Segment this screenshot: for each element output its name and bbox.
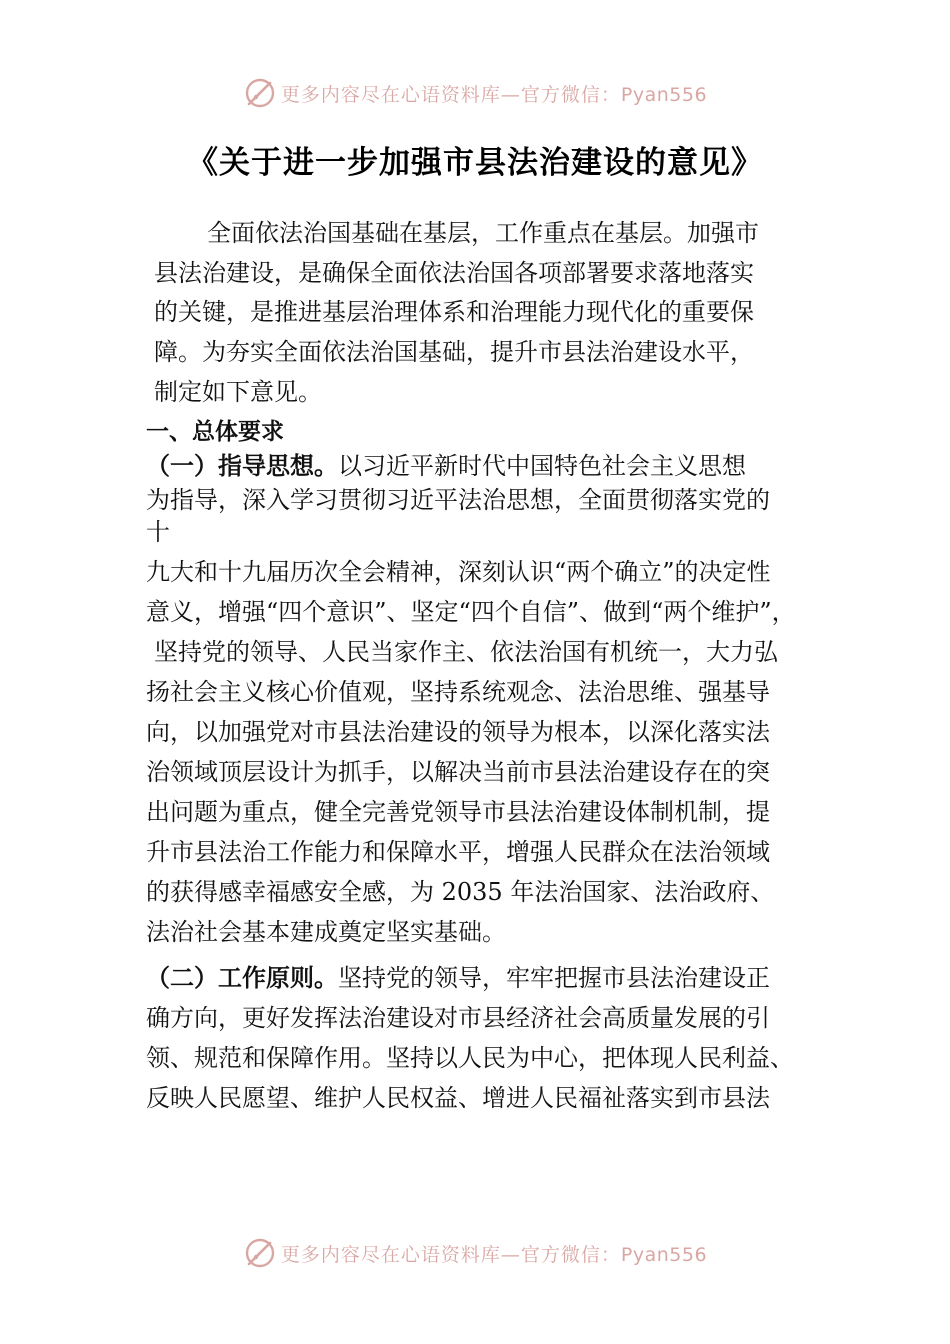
document-title: 《关于进一步加强市县法治建设的意见》 [187, 145, 763, 181]
quill-seal-icon [243, 76, 277, 110]
item2-first-text: 坚持党的领导，牢牢把握市县法治建设正 [338, 964, 770, 992]
intro-line-2: 县法治建设，是确保全面依法治国各项部署要求落地落实 [154, 259, 754, 287]
item2-line-1: 确方向，更好发挥法治建设对市县经济社会高质量发展的引 [146, 1004, 770, 1032]
item1-line-2: 十 [146, 518, 170, 546]
watermark-footer [0, 1233, 950, 1273]
item1-line-9: 出问题为重点，健全完善党领导市县法治建设体制机制，提 [146, 798, 770, 826]
item2-line-3: 反映人民愿望、维护人民权益、增进人民福祉落实到市县法 [146, 1084, 770, 1112]
watermark-text: 更多内容尽在心语资料库—官方微信：Pyan556 [280, 83, 708, 106]
watermark-text: 更多内容尽在心语资料库—官方微信：Pyan556 [280, 1243, 708, 1266]
item1-line-10: 升市县法治工作能力和保障水平，增强人民群众在法治领域 [146, 838, 770, 866]
item2-label: （二）工作原则。 [146, 964, 338, 992]
intro-line-5: 制定如下意见。 [154, 378, 322, 406]
item1-line-6: 扬社会主义核心价值观，坚持系统观念、法治思维、强基导 [146, 678, 770, 706]
intro-line-4: 障。为夯实全面依法治国基础，提升市县法治建设水平， [154, 338, 754, 366]
item1-label: （一）指导思想。 [146, 452, 338, 480]
item1-line-7: 向，以加强党对市县法治建设的领导为根本，以深化落实法 [146, 718, 770, 746]
item1-first-line [146, 451, 746, 481]
item1-line-5: 坚持党的领导、人民当家作主、依法治国有机统一，大力弘 [154, 638, 778, 666]
item1-line-12: 法治社会基本建成奠定坚实基础。 [146, 918, 506, 946]
item1-first-text: 以习近平新时代中国特色社会主义思想 [338, 452, 746, 480]
quill-seal-icon [243, 1236, 277, 1270]
item1-line-11: 的获得感幸福感安全感，为 2035 年法治国家、法治政府、 [146, 878, 775, 906]
item1-line-4: 意义，增强“四个意识”、坚定“四个自信”、做到“两个维护”， [146, 598, 796, 626]
item1-line-8: 治领域顶层设计为抓手，以解决当前市县法治建设存在的突 [146, 758, 770, 786]
item1-line-1: 为指导，深入学习贯彻习近平法治思想，全面贯彻落实党的 [146, 486, 770, 514]
intro-line-3: 的关键，是推进基层治理体系和治理能力现代化的重要保 [154, 298, 754, 326]
item2-first-line [146, 963, 770, 993]
item1-line-3: 九大和十九届历次全会精神，深刻认识“两个确立”的决定性 [146, 558, 771, 586]
item2-line-2: 领、规范和保障作用。坚持以人民为中心，把体现人民利益、 [146, 1044, 794, 1072]
watermark-header [0, 73, 950, 113]
intro-line-1: 全面依法治国基础在基层，工作重点在基层。加强市 [207, 219, 759, 247]
section-heading-1: 一、总体要求 [146, 419, 284, 445]
